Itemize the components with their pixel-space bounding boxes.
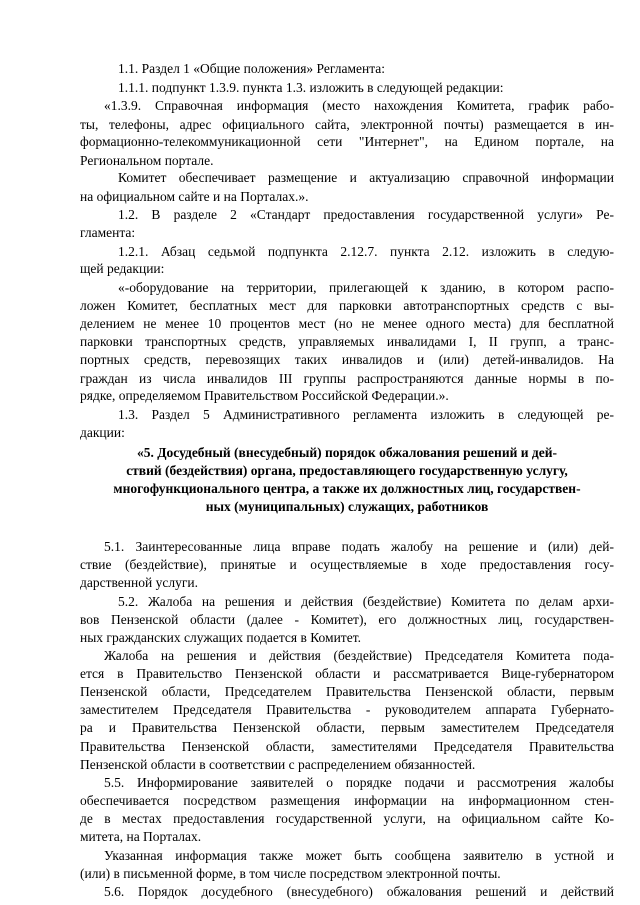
text-line: парковки транспортных средств, управляемых инвалидами I, II групп, а транс- <box>80 334 614 350</box>
text-line: 5.5. Информирование заявителей о порядке подачи и рассмотрения жалобы <box>104 774 614 790</box>
text-line: рядке, определяемом Правительством Российской Федерации.». <box>80 388 449 404</box>
text-line: Пензенской области в соответствии с распределением обязанностей. <box>80 757 476 772</box>
text-line: Жалоба на решения и действия (бездействие) Председателя Комитета пода- <box>104 647 614 663</box>
section-heading-line: многофункционального центра, а также их должностных лиц, государствен- <box>113 480 581 496</box>
text-line: вов Пензенской области (далее - Комитет), его должностных лиц, государствен- <box>80 611 614 627</box>
text-line: 1.1. Раздел 1 «Общие положения» Регламента: <box>118 61 386 76</box>
text-line: ты, телефоны, адрес официального сайта, электронной почты) размещается в ин- <box>80 116 614 132</box>
text-line: делением не менее 10 процентов мест (но не менее одного места) для бесплатной <box>80 315 614 331</box>
text-line: Правительства Пензенской области, заместителями Председателя Правительства <box>80 738 614 754</box>
text-line: Региональном портале. <box>80 152 214 168</box>
text-line: граждан из числа инвалидов III группы распространяются данные нормы в по- <box>80 370 614 386</box>
text-line: (или) в письменной форме, в том числе посредством электронной почты. <box>80 865 501 881</box>
text-line: 5.2. Жалоба на решения и действия (бездействие) Комитета по делам архи- <box>118 593 614 609</box>
text-line: ствие (бездействие), принятые и осуществляемые в ходе предоставления госу- <box>80 556 614 572</box>
text-line: ется в Правительство Пензенской области и рассматривается Вице-губернатором <box>80 666 614 682</box>
text-line: обеспечивается посредством размещения информации на информационном стен- <box>80 793 614 809</box>
text-line: митета, на Порталах. <box>80 829 202 845</box>
text-line: «-оборудование на территории, прилегающей к зданию, в котором распо- <box>118 279 614 295</box>
section-heading-line: «5. Досудебный (внесудебный) порядок обжалования решений и дей- <box>136 444 558 460</box>
text-line: Комитет обеспечивает размещение и актуализацию справочной информации <box>118 170 614 186</box>
text-line: дарственной услуги. <box>80 575 198 591</box>
text-line: ных гражданских служащих подается в Комитет. <box>80 630 361 646</box>
text-line: 5.1. Заинтересованные лица вправе подать жалобу на решение и (или) дей- <box>104 539 614 555</box>
text-line: портных средств, перевозящих таких инвалидов и (или) детей-инвалидов. На <box>80 352 614 367</box>
text-line: гламента: <box>80 225 136 240</box>
text-line: щей редакции: <box>80 261 165 277</box>
text-line: Пензенской области, Председателем Правительства Пензенской области, первым <box>80 683 614 699</box>
section-heading-line: ных (муниципальных) служащих, работников <box>205 499 489 515</box>
text-line: де в местах предоставления государственной услуги, на официальном сайте Ко- <box>80 810 614 826</box>
text-line: заместителем Председателя Правительства - руководителем аппарата Губернато- <box>80 702 614 718</box>
text-line: 1.2. В разделе 2 «Стандарт предоставления государственной услуги» Ре- <box>118 207 614 223</box>
text-line: на официальном сайте и на Порталах.». <box>80 188 309 204</box>
text-line: 1.1.1. подпункт 1.3.9. пункта 1.3. изложить в следующей редакции: <box>118 79 504 95</box>
text-line: ра и Правительства Пензенской области, первым заместителем Председателя <box>80 720 614 735</box>
text-line: «1.3.9. Справочная информация (место нахождения Комитета, график рабо- <box>104 98 614 114</box>
text-line: ложен Комитет, бесплатных мест для парковки автотранспортных средств с вы- <box>80 298 614 314</box>
text-line: 5.6. Порядок досудебного (внесудебного) обжалования решений и действий <box>104 884 614 899</box>
text-line: 1.3. Раздел 5 Административного регламента изложить в следующей ре- <box>118 406 614 422</box>
text-line: Указанная информация также может быть сообщена заявителю в устной и <box>104 847 614 863</box>
section-heading-line: ствий (бездействия) органа, предоставляющего государственную услугу, <box>126 463 568 479</box>
text-line: формационно-телекоммуникационной сети "Интернет", на Едином портале, на <box>80 134 614 150</box>
text-line: 1.2.1. Абзац седьмой подпункта 2.12.7. пункта 2.12. изложить в следую- <box>118 243 614 259</box>
text-line: дакции: <box>80 425 125 441</box>
